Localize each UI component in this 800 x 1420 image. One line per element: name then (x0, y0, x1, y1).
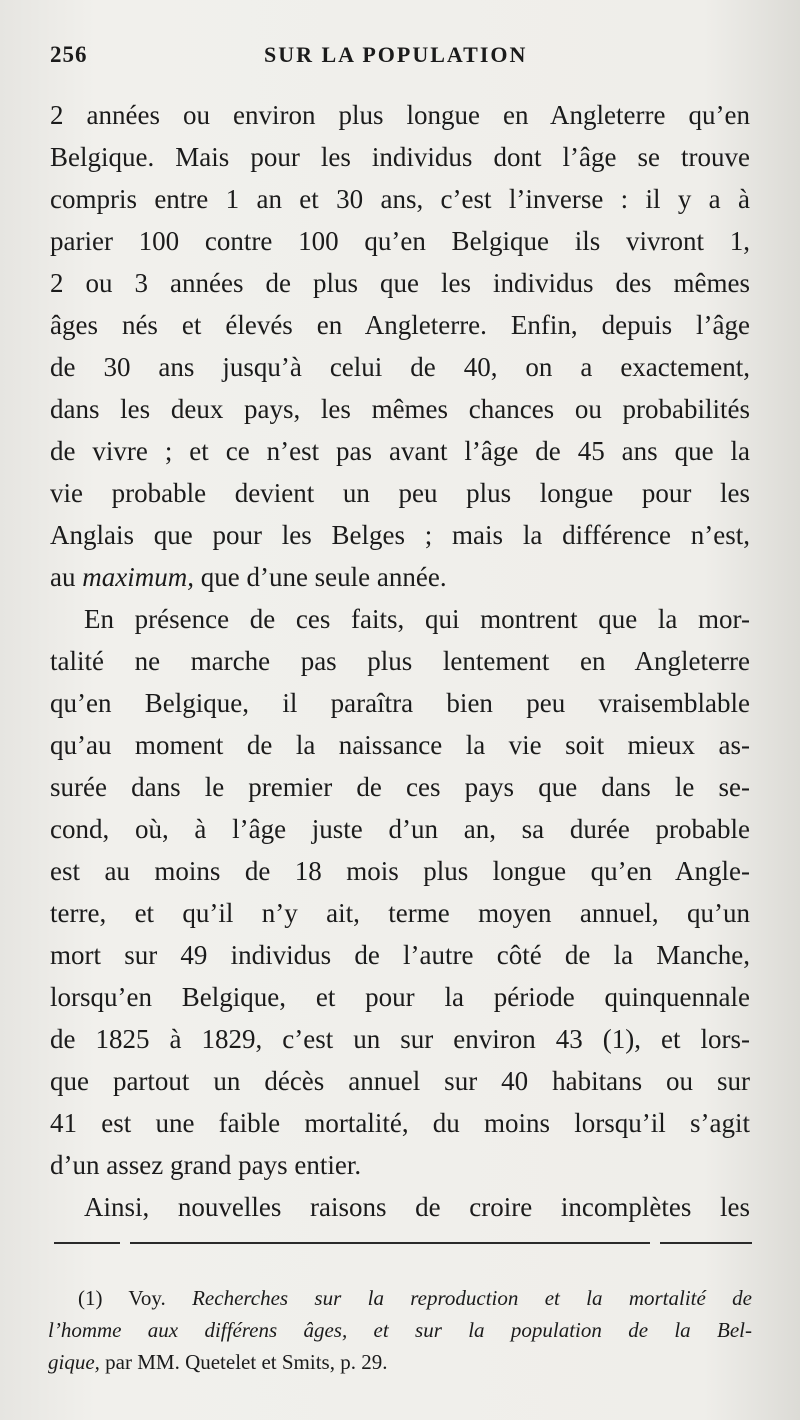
footnote-separator (54, 1242, 752, 1248)
text-line: de vivre ; et ce n’est pas avant l’âge de 45 ans que la (50, 436, 750, 466)
text-line: que partout un décès annuel sur 40 habitans ou sur (50, 1066, 750, 1096)
running-title: SUR LA POPULATION (264, 42, 528, 67)
footnote (48, 1282, 752, 1378)
text-line: Ainsi, nouvelles raisons de croire incomplètes les (84, 1192, 750, 1222)
text-line: surée dans le premier de ces pays que dans le se- (50, 772, 750, 802)
separator-rule (660, 1242, 752, 1244)
footnote-title: gique, (48, 1350, 100, 1374)
text-line (50, 556, 750, 598)
text-line: mort sur 49 individus de l’autre côté de la Manche, (50, 940, 750, 970)
text-line: parier 100 contre 100 qu’en Belgique ils vivront 1, (50, 226, 750, 256)
main-text (50, 94, 750, 1228)
text-line: est au moins de 18 mois plus longue qu’en Angle- (50, 856, 750, 886)
text-line: lorsqu’en Belgique, et pour la période quinquennale (50, 982, 750, 1012)
italic-word: maximum, (82, 562, 194, 592)
footnote-text: par MM. Quetelet et Smits, p. 29. (99, 1350, 388, 1374)
text-line: talité ne marche pas plus lentement en Angleterre (50, 646, 750, 676)
text-line: de 30 ans jusqu’à celui de 40, on a exactement, (50, 352, 750, 382)
text-line: qu’en Belgique, il paraîtra bien peu vraisemblable (50, 688, 750, 718)
footnote-line (78, 1282, 752, 1314)
footnote-title: l’homme aux différens âges, et sur la population de la Bel- (48, 1318, 752, 1342)
separator-rule (54, 1242, 120, 1244)
separator-rule (130, 1242, 650, 1244)
text-line: vie probable devient un peu plus longue pour les (50, 478, 750, 508)
footnote-marker: (1) Voy. (78, 1286, 166, 1310)
page-number: 256 (50, 42, 88, 67)
text-line: âges nés et élevés en Angleterre. Enfin, depuis l’âge (50, 310, 750, 340)
text-line: Belgique. Mais pour les individus dont l’âge se trouve (50, 142, 750, 172)
footnote-line (48, 1346, 752, 1378)
text-line: cond, où, à l’âge juste d’un an, sa durée probable (50, 814, 750, 844)
text-line: 41 est une faible mortalité, du moins lorsqu’il s’agit (50, 1108, 750, 1138)
text-fragment: que d’une seule année. (193, 562, 447, 592)
text-line: d’un assez grand pays entier. (50, 1150, 362, 1180)
text-line: de 1825 à 1829, c’est un sur environ 43 (1), et lors- (50, 1024, 750, 1054)
footnote-line (48, 1314, 752, 1346)
footnote-title: Recherches sur la reproduction et la mortalité de (192, 1286, 752, 1310)
text-line: 2 années ou environ plus longue en Angleterre qu’en (50, 100, 750, 130)
text-line: dans les deux pays, les mêmes chances ou probabilités (50, 394, 750, 424)
text-line: En présence de ces faits, qui montrent que la mor- (84, 604, 750, 634)
text-fragment: au (50, 562, 83, 592)
text-line: compris entre 1 an et 30 ans, c’est l’inverse : il y a à (50, 184, 750, 214)
text-line: 2 ou 3 années de plus que les individus des mêmes (50, 268, 750, 298)
text-line: Anglais que pour les Belges ; mais la différence n’est, (50, 520, 750, 550)
text-line: terre, et qu’il n’y ait, terme moyen annuel, qu’un (50, 898, 750, 928)
page-header (50, 42, 752, 78)
text-line: qu’au moment de la naissance la vie soit mieux as- (50, 730, 750, 760)
